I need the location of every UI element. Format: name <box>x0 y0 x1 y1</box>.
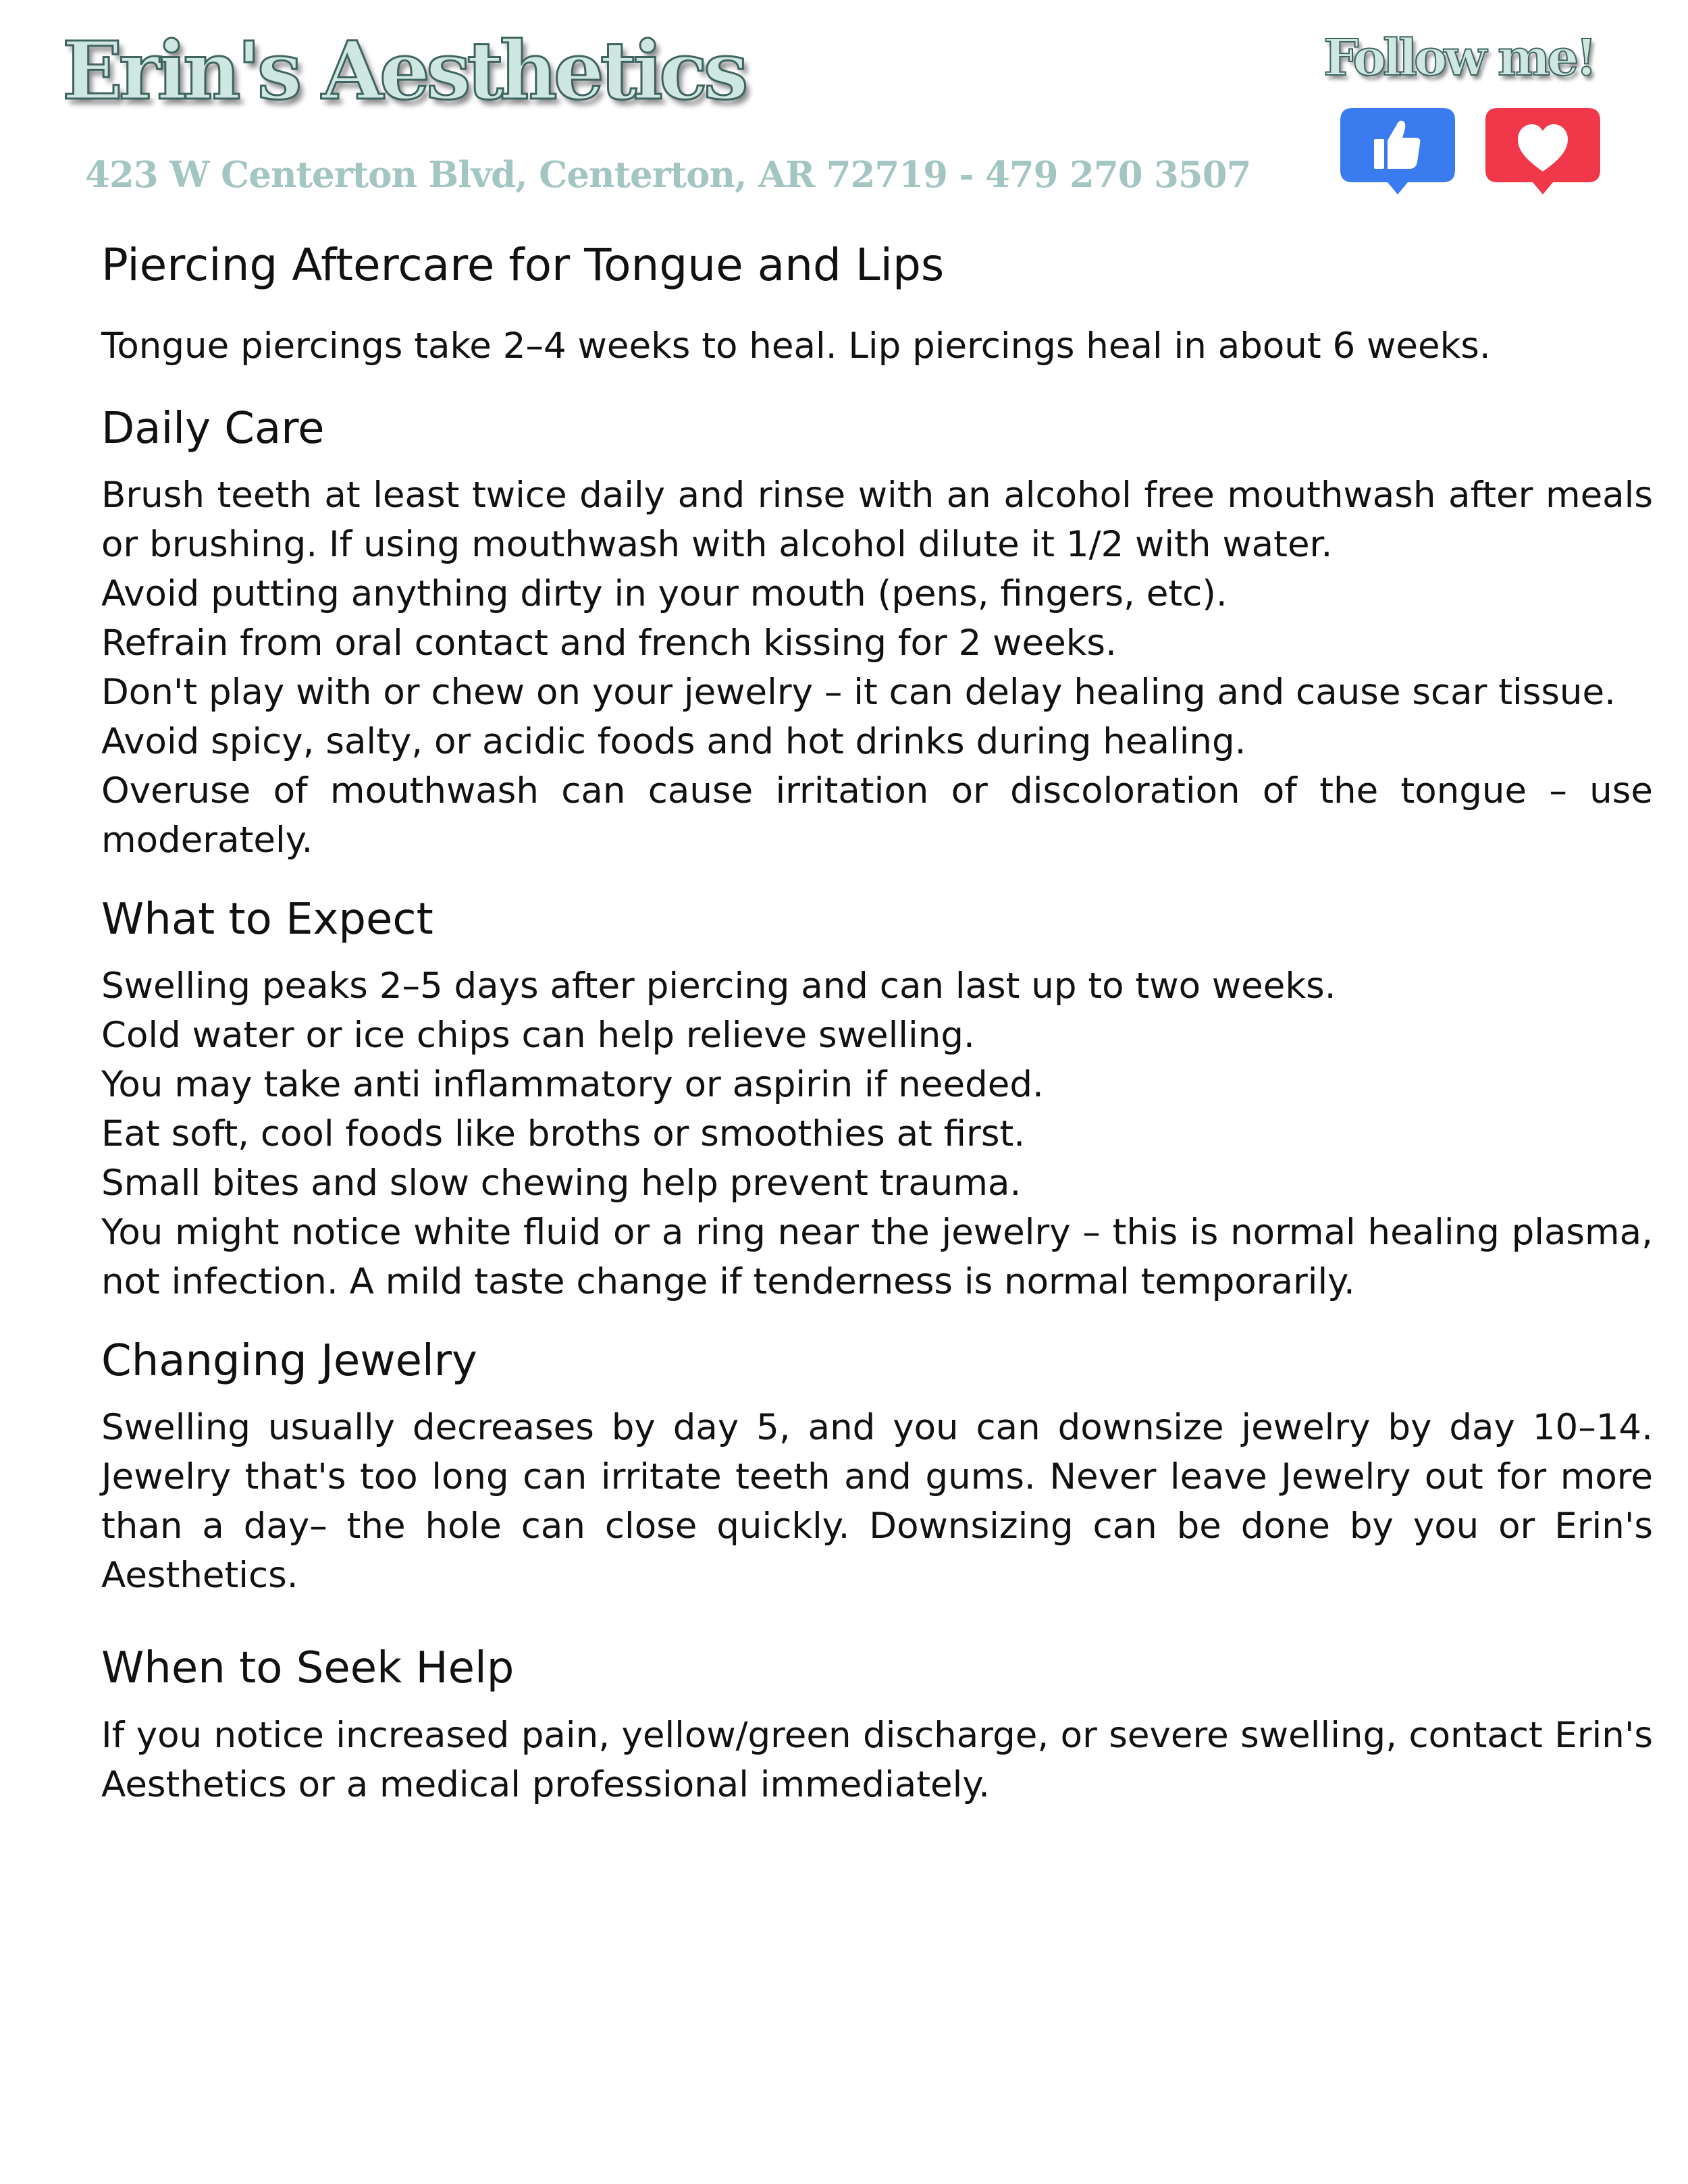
changing-jewelry-text: Swelling usually decreases by day 5, and you can downsize jewelry by day 10–14. Jewelry that's too long can irritate teeth and gums. Never leave Jewelry out for more than a day– the hole can close quickly. Downsizing can be done by you or Erin's Aesthetics. <box>101 1407 1653 1597</box>
daily-care-line: Don't play with or chew on your jewelry – it can delay healing and cause scar tissue. <box>101 671 1616 713</box>
document-title: Piercing Aftercare for Tongue and Lips <box>101 239 945 291</box>
follow-me-label: Follow me! <box>1323 29 1594 87</box>
what-to-expect-line: You may take anti inflammatory or aspirin if needed. <box>101 1064 1044 1106</box>
what-to-expect-line: Swelling peaks 2–5 days after piercing and can last up to two weeks. <box>101 965 1336 1007</box>
intro-text: Tongue piercings take 2–4 weeks to heal. Lip piercings heal in about 6 weeks. <box>101 325 1491 367</box>
like-icon[interactable] <box>1340 108 1455 206</box>
daily-care-line: Refrain from oral contact and french kissing for 2 weeks. <box>101 622 1117 664</box>
daily-care-line: Avoid spicy, salty, or acidic foods and hot drinks during healing. <box>101 720 1246 762</box>
what-to-expect-line: Small bites and slow chewing help prevent trauma. <box>101 1163 1022 1204</box>
what-to-expect-section <box>101 892 1653 1306</box>
daily-care-section <box>101 401 1653 865</box>
changing-jewelry-heading: Changing Jewelry <box>101 1336 477 1387</box>
document-body <box>101 236 1653 1809</box>
heart-icon[interactable] <box>1485 108 1600 206</box>
changing-jewelry-section <box>101 1333 1653 1600</box>
seek-help-section <box>101 1641 1653 1809</box>
what-to-expect-line: You might notice white fluid or a ring near the jewelry – this is normal healing plasma, not infection. A mild taste change if tenderness is normal temporarily. <box>101 1212 1653 1303</box>
seek-help-heading: When to Seek Help <box>101 1643 515 1694</box>
daily-care-line: Overuse of mouthwash can cause irritation or discoloration of the tongue – use moderately. <box>101 770 1653 861</box>
brand-title: Erin's Aesthetics <box>62 24 745 117</box>
what-to-expect-line: Cold water or ice chips can help relieve swelling. <box>101 1015 975 1057</box>
what-to-expect-heading: What to Expect <box>101 894 433 944</box>
what-to-expect-line: Eat soft, cool foods like broths or smoothies at first. <box>101 1113 1026 1155</box>
daily-care-line: Brush teeth at least twice daily and rinse with an alcohol free mouthwash after meals or brushing. If using mouthwash with alcohol dilute it 1/2 with water. <box>101 474 1653 565</box>
daily-care-heading: Daily Care <box>101 403 325 454</box>
business-address: 423 W Centerton Blvd, Centerton, AR 72719 - 479 270 3507 <box>85 154 1251 196</box>
daily-care-line: Avoid putting anything dirty in your mouth (pens, fingers, etc). <box>101 572 1228 614</box>
seek-help-text: If you notice increased pain, yellow/green discharge, or severe swelling, contact Erin's Aesthetics or a medical professional immediately. <box>101 1714 1653 1805</box>
